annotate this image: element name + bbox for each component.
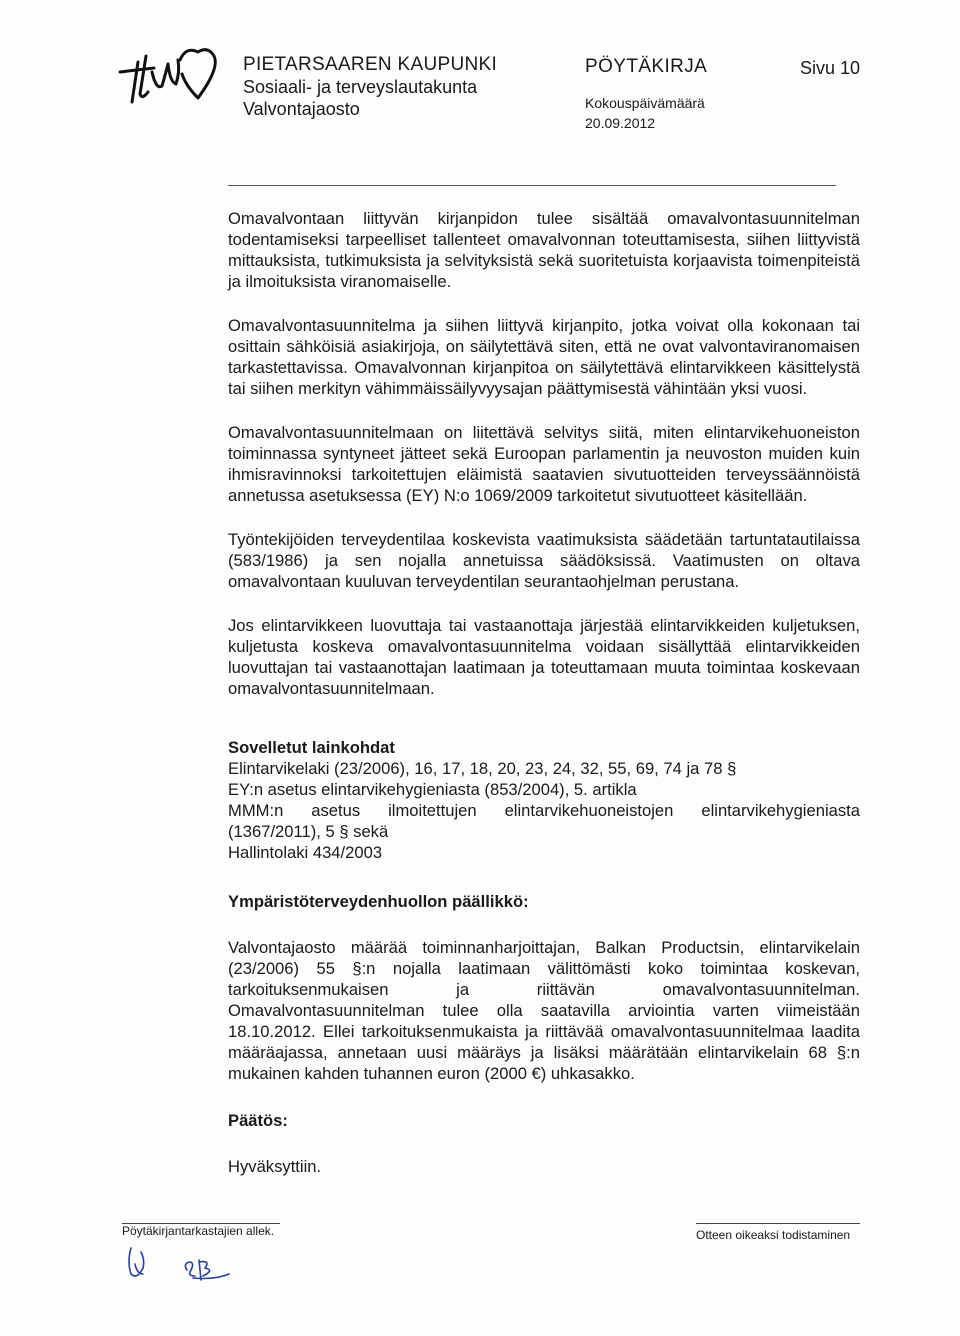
- law-reference: EY:n asetus elintarvikehygieniasta (853/2004), 5. artikla: [228, 780, 637, 799]
- organization-block: [243, 54, 563, 120]
- organization-name: PIETARSAAREN KAUPUNKI: [243, 54, 498, 75]
- applied-laws-list: [228, 758, 860, 863]
- decision-heading: Päätös:: [228, 1111, 288, 1130]
- signature-icon: [125, 1244, 245, 1284]
- header-divider: [228, 185, 836, 186]
- signature-label: Pöytäkirjantarkastajien allek.: [122, 1224, 275, 1238]
- committee-name: Sosiaali- ja terveyslautakunta: [243, 77, 478, 97]
- document-type: PÖYTÄKIRJA: [585, 56, 708, 77]
- section-name: Valvontajaosto: [243, 99, 360, 119]
- paragraph: Omavalvontasuunnitelma ja siihen liittyvä kirjanpito, jotka voivat olla kokonaan tai osittain sähköisiä asiakirjoja, on säilytettävä siten, että ne ovat valvontaviranomaisen tarkastettavissa. Omavalvonnan kirjanpitoa on säilytettävä elintarvikkeen käsittelystä tai siihen merkityn vähimmäissäilyvyysajan päättymisestä vähintään yksi vuosi.: [228, 316, 860, 398]
- law-reference: Hallintolaki 434/2003: [228, 843, 383, 862]
- proposal-text: Valvontajaosto määrää toiminnanharjoittajan, Balkan Productsin, elintarvikelain (23/2006) 55 §:n nojalla laatimaan välittömästi koko toimintaa koskevan, tarkoituksenmukaisen ja riittävän omavalvontasuunnitelman. Omavalvontasuunnitelman tulee olla saatavilla arviointia varten viimeistään 18.10.2012. Ellei tarkoituksenmukaista ja riittävää omavalvontasuunnitelmaa laadita määräajassa, annetaan uusi määräys ja lisäksi määrätään elintarvikelain 68 §:n mukainen kahden tuhannen euron (2000 €) uhkasakko.: [228, 938, 860, 1083]
- law-reference: MMM:n asetus ilmoitettujen elintarvikehuoneistojen elintarvikehygieniasta (1367/2011), 5 § sekä: [228, 801, 860, 841]
- certification-label: Otteen oikeaksi todistaminen: [696, 1228, 851, 1242]
- meeting-date: 20.09.2012: [585, 115, 656, 131]
- document-body: [228, 208, 860, 1200]
- proposal-heading: Ympäristöterveydenhuollon päällikkö:: [228, 892, 529, 911]
- applied-laws-heading: Sovelletut lainkohdat: [228, 738, 395, 757]
- decision-text: Hyväksyttiin.: [228, 1157, 322, 1176]
- law-reference: Elintarvikelaki (23/2006), 16, 17, 18, 20, 23, 24, 32, 55, 69, 74 ja 78 §: [228, 759, 737, 778]
- paragraph: Jos elintarvikkeen luovuttaja tai vastaanottaja järjestää elintarvikkeiden kuljetuksen, kuljetusta koskeva omavalvontasuunnitelma voidaan sisällyttää elintarvikkeiden luovuttajan tai vastaanottajan laatimaan ja toteuttamaan muuta toimintaa koskevaan omavalvontasuunnitelmaan.: [228, 616, 860, 698]
- paragraph: Työntekijöiden terveydentilaa koskevista vaatimuksista säädetään tartuntatautilaissa (583/1986) ja sen nojalla annetuissa säädöksissä. Vaatimusten on oltava omavalvontaan kuuluvan terveydentilan seurantaohjelman perustana.: [228, 530, 860, 591]
- meeting-date-label: Kokouspäivämäärä: [585, 95, 705, 111]
- page-number: Sivu 10: [800, 58, 861, 78]
- footer-divider-right: [696, 1223, 860, 1224]
- city-logo-icon: [116, 42, 226, 104]
- paragraph: Omavalvontasuunnitelmaan on liitettävä selvitys siitä, miten elintarvikehuoneiston toiminnassa syntyneet jätteet sekä Euroopan parlamentin ja neuvoston muiden kuin ihmisravinnoksi tarkoitettujen eläimistä saatavien sivutuotteiden terveyssäännöistä annetussa asetuksessa (EY) N:o 1069/2009 tarkoitetut sivutuotteet käsitellään.: [228, 423, 860, 505]
- paragraph: Omavalvontaan liittyvän kirjanpidon tulee sisältää omavalvontasuunnitelman todentamiseksi tarpeelliset tallenteet omavalvonnan toteuttamisesta, siihen liittyvistä mittauksista, tutkimuksista ja selvityksistä sekä suoritetuista korjaavista toimenpiteistä ja ilmoituksista viranomaiselle.: [228, 209, 860, 291]
